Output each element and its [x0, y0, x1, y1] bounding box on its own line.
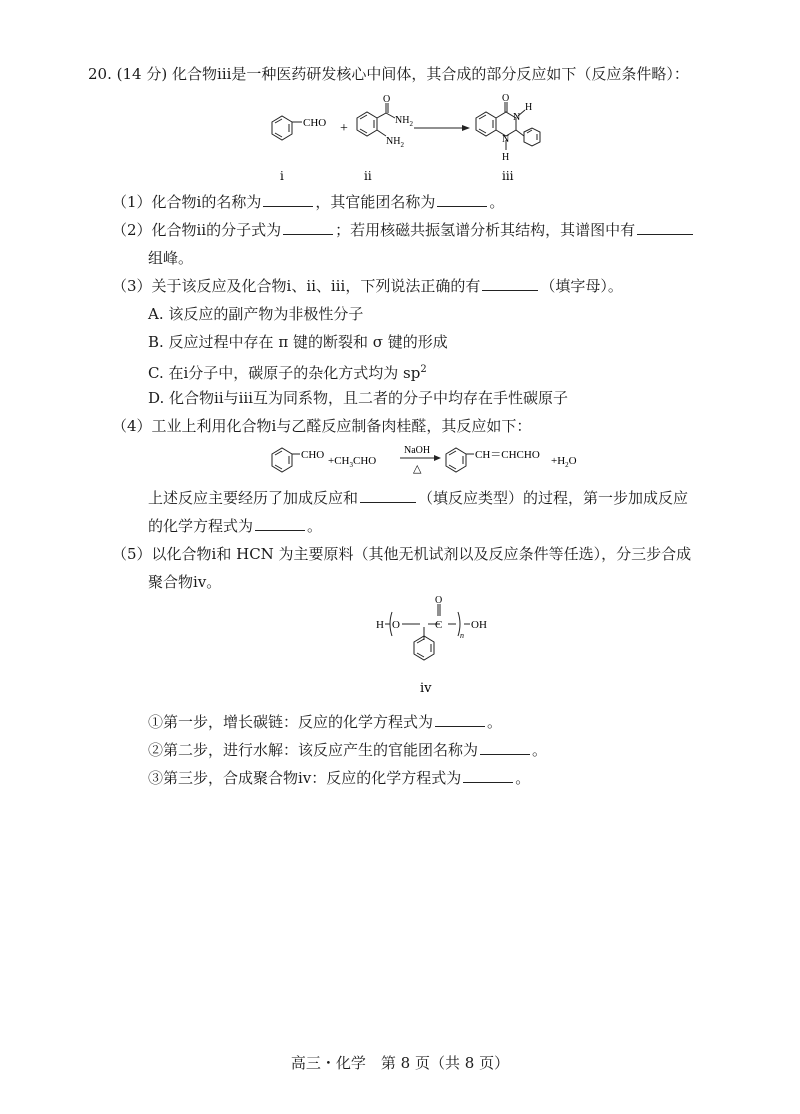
n-bottom-iii: N: [502, 134, 510, 145]
n-top-iii: N: [513, 112, 521, 123]
h-top-iii: H: [525, 102, 533, 113]
poly-o-top: O: [435, 596, 443, 606]
label-i: ⅰ: [280, 169, 284, 183]
label-iv: ⅳ: [420, 680, 432, 695]
reaction-scheme-2: [268, 440, 598, 480]
question-number: 20.: [88, 65, 112, 83]
benzene-ring-left: [272, 448, 300, 472]
carbonyl-o-iii: O: [502, 93, 510, 104]
amide-nh-ii: $NH_2$: [395, 115, 413, 128]
benzene-ring-ii: [357, 103, 395, 136]
poly-oh: OH: [471, 619, 487, 631]
page-footer: 高三・化学 第 8 页（共 8 页）: [290, 1054, 510, 1072]
poly-c: C: [435, 619, 443, 631]
part-2: （2）化合物ⅱ的分子式为 ；若用核磁共振氢谱分析其结构，其谱图中有: [112, 220, 695, 240]
eq-cho: CHO: [301, 449, 325, 461]
answer-blank[interactable]: [637, 220, 693, 235]
part-4-line3: 的化学方程式为 。: [148, 517, 323, 535]
amine-nh2-ii: $NH_2$: [386, 136, 404, 149]
option-a: A. 该反应的副产物为非极性分子: [148, 305, 364, 323]
label-ii: ⅱ: [364, 169, 372, 183]
question-intro: 化合物ⅲ是一种医药研发核心中间体，其合成的部分反应如下（反应条件略）：: [171, 65, 689, 83]
question-points: (14 分): [116, 65, 168, 83]
answer-blank[interactable]: [283, 220, 333, 235]
step-3: ③第三步，合成聚合物ⅳ：反应的化学方程式为 。: [148, 769, 531, 787]
eq-heat-icon: △: [413, 463, 422, 475]
eq-water: $+H_2O$: [551, 455, 577, 469]
h-bottom-iii: H: [502, 152, 510, 163]
eq-cinnamaldehyde: CH＝CHCHO: [475, 449, 540, 461]
reaction-scheme-1: [262, 92, 562, 184]
answer-blank[interactable]: [360, 488, 416, 503]
reaction-arrow-icon: [462, 125, 470, 131]
step-2: ②第二步，进行水解：该反应产生的官能团名称为 。: [148, 741, 548, 759]
answer-blank[interactable]: [255, 516, 305, 531]
polymer-iv-structure: [372, 596, 492, 706]
eq-acetaldehyde: $+CH_3CHO$: [328, 455, 377, 469]
part-5-cont: 聚合物ⅳ。: [148, 573, 222, 591]
benzene-ring-right: [446, 448, 474, 472]
answer-blank[interactable]: [263, 192, 313, 207]
option-b: B. 反应过程中存在 π 键的断裂和 σ 键的形成: [148, 333, 448, 351]
part-4: （4）工业上利用化合物ⅰ与乙醛反应制备肉桂醛，其反应如下：: [112, 417, 532, 435]
eq-naoh: NaOH: [404, 445, 431, 456]
plus-sign: +: [340, 121, 348, 136]
part-5: （5）以化合物ⅰ和 HCN 为主要原料（其他无机试剂以及反应条件等任选），分三步合成: [112, 545, 692, 563]
answer-blank[interactable]: [482, 276, 538, 291]
poly-n: n: [460, 631, 464, 640]
part-3: （3）关于该反应及化合物ⅰ、ⅱ、ⅲ，下列说法正确的有 （填字母）。: [112, 277, 623, 295]
part-1: （1）化合物ⅰ的名称为 ，其官能团名称为 。: [112, 193, 505, 211]
step-1: ①第一步，增长碳链：反应的化学方程式为 。: [148, 713, 503, 731]
option-d: D. 化合物ⅱ与ⅲ互为同系物，且二者的分子中均存在手性碳原子: [148, 389, 569, 407]
poly-o: O: [392, 619, 400, 631]
answer-blank[interactable]: [463, 768, 513, 783]
carbonyl-o-ii: O: [383, 94, 391, 105]
part-4-line2: 上述反应主要经历了加成反应和 （填反应类型）的过程，第一步加成反应: [148, 489, 689, 507]
answer-blank[interactable]: [435, 712, 485, 727]
option-c: C. 在ⅰ分子中，碳原子的杂化方式均为 $sp^2$: [148, 364, 427, 382]
answer-blank[interactable]: [480, 740, 530, 755]
benzene-ring-i: [272, 116, 302, 140]
poly-h: H: [376, 619, 384, 631]
part-2-cont: 组峰。: [148, 249, 194, 267]
reaction-arrow-icon: [434, 455, 441, 461]
answer-blank[interactable]: [437, 192, 487, 207]
question-heading: [88, 64, 689, 84]
cho-group-i: CHO: [303, 117, 327, 129]
label-iii: ⅲ: [502, 169, 514, 183]
